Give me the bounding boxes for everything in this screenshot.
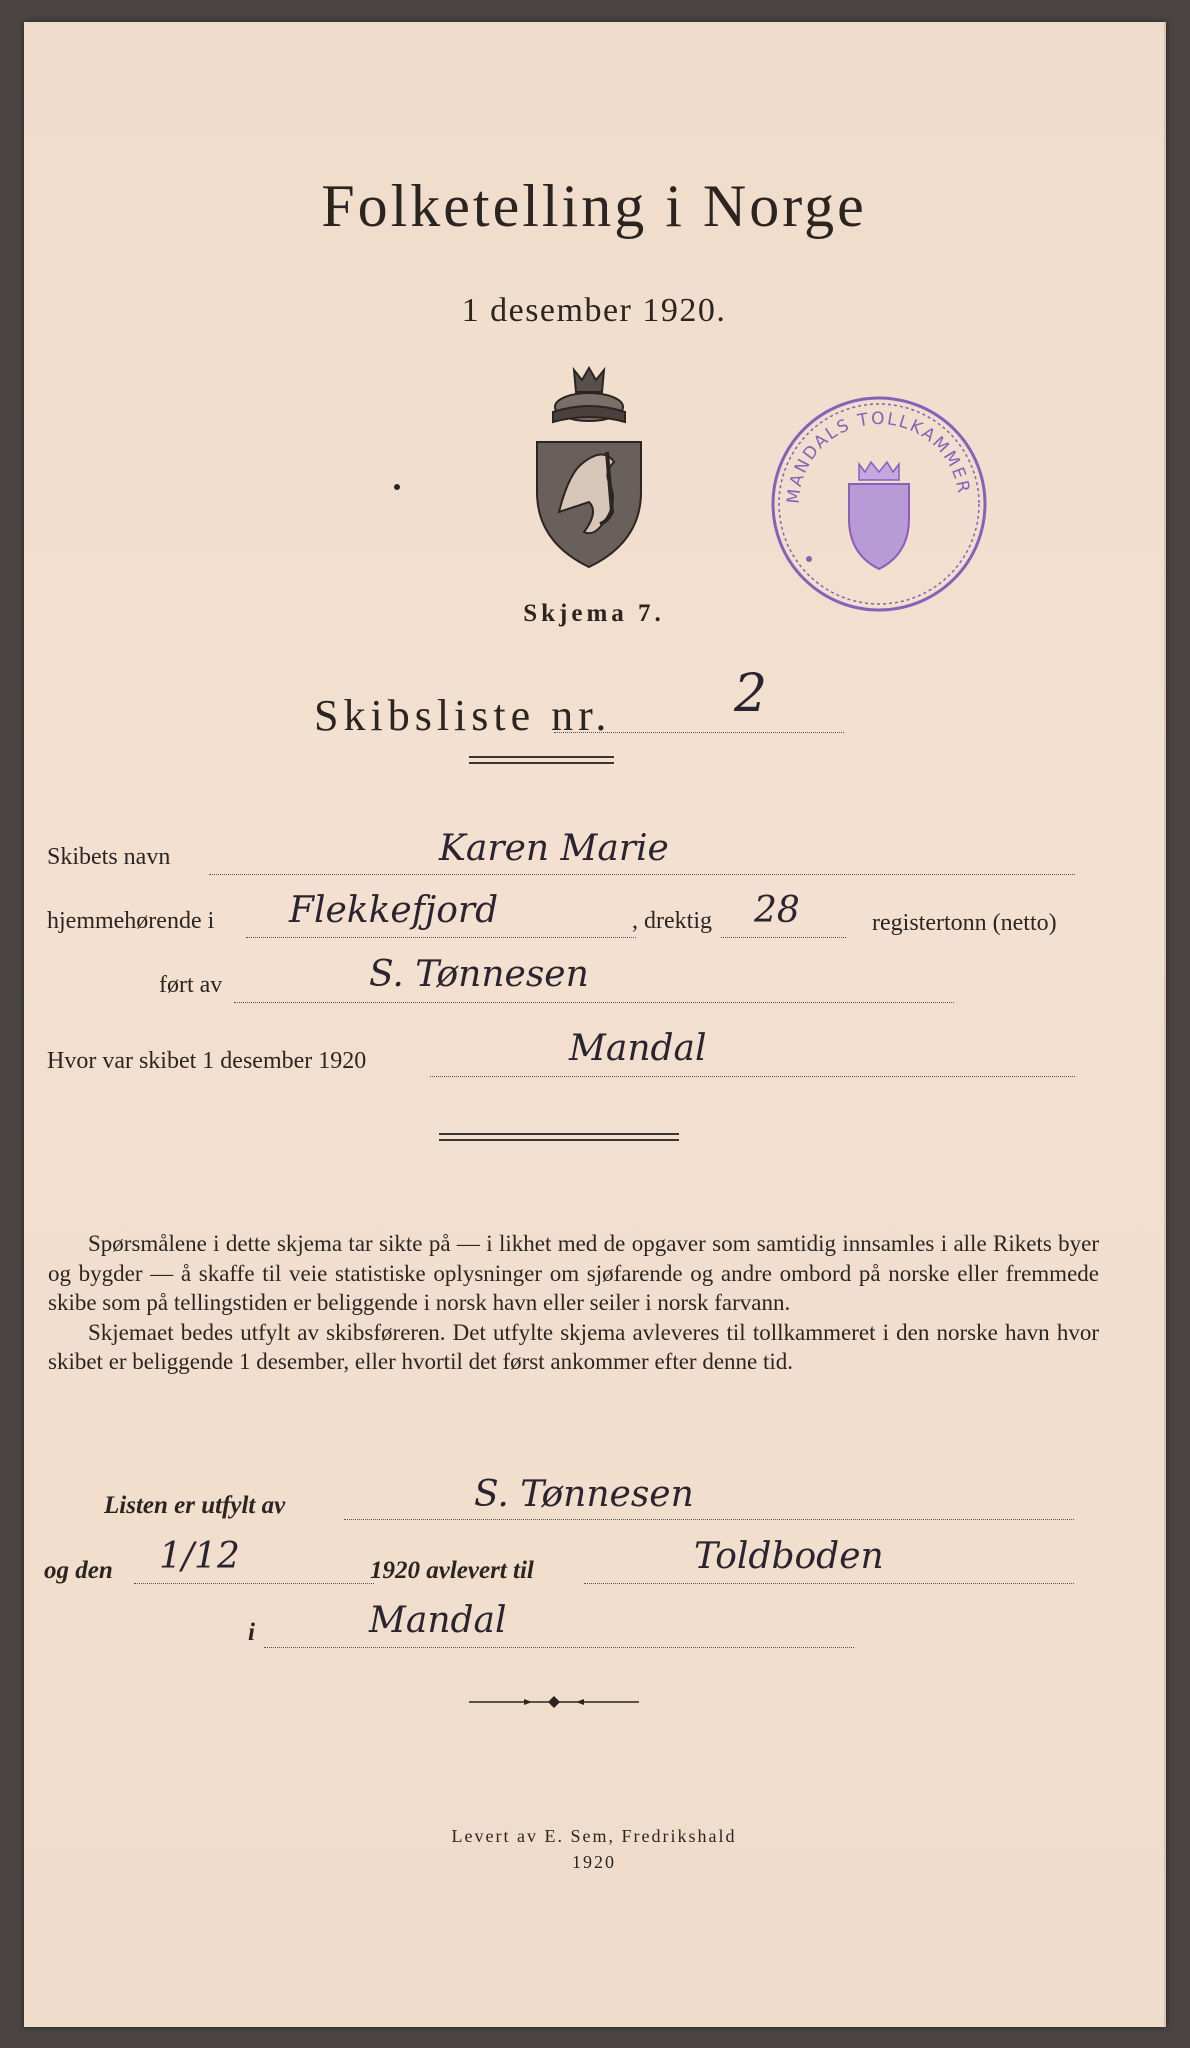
tonnage-value: 28 [754, 890, 800, 931]
ship-list-number: 2 [734, 664, 768, 724]
date-label: og den [44, 1557, 113, 1584]
ship-list-label: Skibsliste nr. [314, 691, 612, 740]
ornament-divider-icon [464, 1692, 644, 1712]
printer-year: 1920 [572, 1852, 616, 1872]
instructions-paragraph-1: Spørsmålene i dette skjema tar sikte på — i likhet med de opgaver som samtidig innsamles i alle Rikets byer og bygder — å skaffe til veie statistiske oplysninger om sjøfarende og andre ombord på norske eller fremmede skibe som på tellingstiden er beliggende i norsk havn eller seiler i norsk farvann. [48, 1231, 1099, 1315]
instructions-paragraph-2: Skjemaet bedes utfylt av skibsføreren. Det utfylte skjema avleveres til tollkammeret i den norske havn hvor skibet er beliggende 1 desember, eller hvortil det først ankommer efter denne tid. [48, 1319, 1099, 1374]
dot-mark [394, 484, 400, 490]
filled-by-label: Listen er utfylt av [104, 1492, 286, 1519]
year-delivered-label: 1920 avlevert til [370, 1557, 534, 1584]
place-value: Mandal [369, 1600, 507, 1641]
ship-name-value: Karen Marie [439, 828, 669, 869]
stamp-text: MANDALS TOLLKAMMER [783, 408, 974, 505]
place-label: i [248, 1619, 255, 1646]
location-value: Mandal [569, 1028, 707, 1069]
customs-stamp-icon [769, 394, 989, 614]
filled-by-value: S. Tønnesen [474, 1474, 694, 1515]
tonnage-unit: registertonn (netto) [872, 910, 1057, 936]
ship-name-label: Skibets navn [47, 844, 171, 870]
home-port-value: Flekkefjord [289, 890, 499, 931]
captain-label: ført av [159, 972, 223, 998]
home-port-label: hjemmehørende i [47, 908, 215, 934]
coat-of-arms-icon [529, 362, 649, 572]
instructions-text [48, 1229, 1099, 1377]
schema-label: Skjema 7. [523, 600, 665, 627]
location-label: Hvor var skibet 1 desember 1920 [47, 1048, 367, 1074]
census-date: 1 desember 1920. [461, 292, 727, 329]
captain-value: S. Tønnesen [369, 954, 589, 995]
printer-credit: Levert av E. Sem, Fredrikshald [451, 1826, 737, 1846]
date-value: 1/12 [159, 1536, 240, 1577]
form-title: Folketelling i Norge [321, 173, 867, 239]
delivered-to-value: Toldboden [694, 1536, 884, 1577]
census-form-page [24, 22, 1166, 2027]
tonnage-label: , drektig [632, 908, 712, 934]
